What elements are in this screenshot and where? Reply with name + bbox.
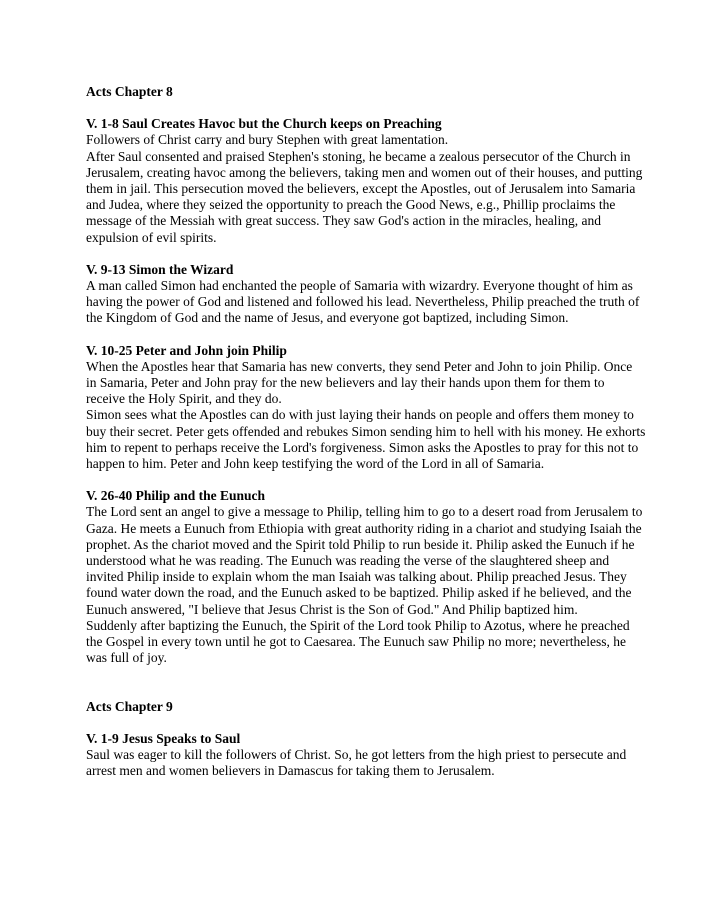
section-heading: V. 1-9 Jesus Speaks to Saul [86,730,241,746]
chapter-9 [86,699,646,780]
paragraph: A man called Simon had enchanted the people of Samaria with wizardry. Everyone thought of him as having the power of God and listened and followed his lead. Nevertheless, Philip preached the truth of the Kingdom of God and the name of Jesus, and everyone got baptized, including Simon. [86,278,640,326]
chapter-8 [86,84,646,667]
section-peter-and-john [86,343,646,473]
section-philip-and-eunuch [86,488,646,666]
section-heading: V. 9-13 Simon the Wizard [86,261,234,277]
chapter-title: Acts Chapter 8 [86,84,173,99]
paragraph: Suddenly after baptizing the Eunuch, the Spirit of the Lord took Philip to Azotus, where he preached the Gospel in every town until he got to Caesarea. The Eunuch saw Philip no more; nevertheless, he was full of joy. [86,617,630,666]
section-heading: V. 26-40 Philip and the Eunuch [86,488,266,504]
paragraph: Followers of Christ carry and bury Stephen with great lamentation. [86,132,449,148]
section-simon-the-wizard [86,262,646,327]
section-jesus-speaks-to-saul [86,731,646,780]
document-page [86,84,646,779]
paragraph: After Saul consented and praised Stephen's stoning, he became a zealous persecutor of the Church in Jerusalem, creating havoc among the believers, taking men and women out of their houses, and putting them in jail. This persecution moved the believers, except the Apostles, out of Jerusalem into Samaria and Judea, where they seized the opportunity to preach the Good News, e.g., Phillip proclaims the message of the Messiah with great success. They saw God's action in the miracles, healing, and expulsion of evil spirits. [86,148,643,245]
paragraph: Saul was eager to kill the followers of Christ. So, he got letters from the high priest to persecute and arrest men and women believers in Damascus for taking them to Jerusalem. [86,746,627,779]
section-saul-creates-havoc [86,116,646,246]
paragraph: When the Apostles hear that Samaria has new converts, they send Peter and John to join Philip. Once in Samaria, Peter and John pray for the new believers and lay their hands upon them for them to receive the Holy Spirit, and they do. [86,358,633,407]
section-heading: V. 10-25 Peter and John join Philip [86,342,287,358]
chapter-title: Acts Chapter 9 [86,698,173,714]
paragraph: The Lord sent an angel to give a message to Philip, telling him to go to a desert road from Jerusalem to Gaza. He meets a Eunuch from Ethiopia with great authority riding in a chariot and studying Isaiah the prophet. As the chariot moved and the Spirit told Philip to run beside it. Philip asked the Eunuch if he understood what he was reading. The Eunuch was reading the verse of the slaughtered sheep and invited Philip inside to explain whom the man Isaiah was talking about. Philip preached Jesus. They found water down the road, and the Eunuch asked to be baptized. Philip asked if he believed, and the Eunuch answered, "I believe that Jesus Christ is the Son of God." And Philip baptized him. [86,504,643,617]
section-heading: V. 1-8 Saul Creates Havoc but the Church keeps on Preaching [86,116,442,132]
paragraph: Simon sees what the Apostles can do with just laying their hands on people and offers them money to buy their secret. Peter gets offended and rebukes Simon sending him to hell with his money. He exhorts him to repent to perhaps receive the Lord's forgiveness. Simon asks the Apostles to pray for this not to happen to him. Peter and John keep testifying the word of the Lord in all of Samaria. [86,407,646,472]
